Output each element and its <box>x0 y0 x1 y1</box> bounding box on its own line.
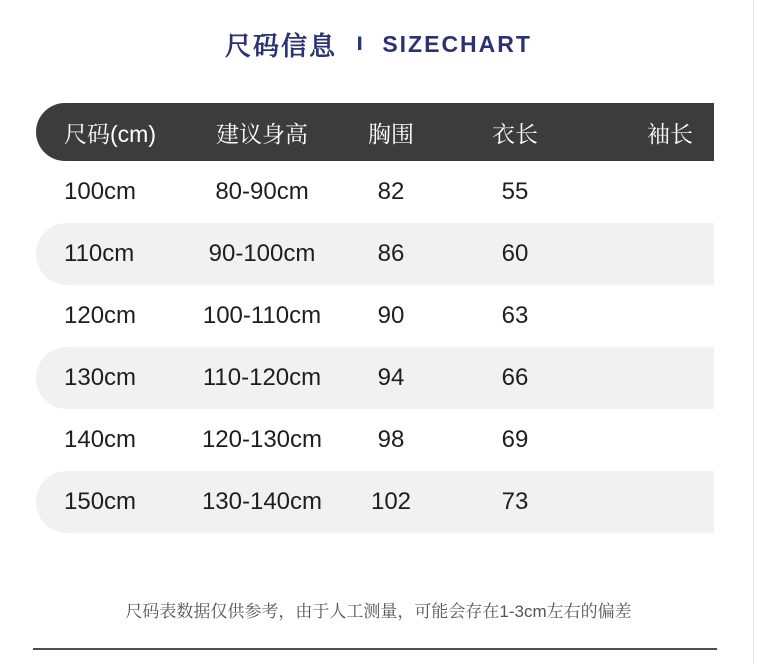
disclaimer-note: 尺码表数据仅供参考，由于人工测量，可能会存在1-3cm左右的偏差 <box>125 602 632 621</box>
table-row <box>36 471 714 533</box>
table-row <box>36 409 714 471</box>
cell-length: 60 <box>501 240 529 267</box>
cell-chest: 102 <box>370 488 412 515</box>
title-chinese: 尺码信息 <box>225 31 338 61</box>
cell-length: 69 <box>501 426 529 453</box>
cell-height: 130-140cm <box>201 488 323 515</box>
cell-size: 120cm <box>64 302 137 329</box>
cell-height: 90-100cm <box>208 240 316 267</box>
cell-size: 150cm <box>64 488 137 515</box>
table-row <box>36 347 714 409</box>
cell-length: 73 <box>501 488 529 515</box>
bottom-divider <box>33 648 717 650</box>
table-row <box>36 161 714 223</box>
cell-length: 63 <box>501 302 529 329</box>
cell-size: 130cm <box>64 364 137 391</box>
table-header-row <box>36 103 714 161</box>
cell-height: 120-130cm <box>201 426 323 453</box>
header-size: 尺码(cm) <box>64 120 156 147</box>
size-table <box>36 103 714 533</box>
title-separator: I <box>356 33 363 55</box>
cell-height: 110-120cm <box>202 364 322 391</box>
title-english: SIZECHART <box>382 31 532 57</box>
cell-chest: 94 <box>377 364 405 391</box>
header-recommended-height: 建议身高 <box>216 120 308 147</box>
table-row <box>36 285 714 347</box>
cell-chest: 86 <box>377 240 405 267</box>
cell-chest: 98 <box>377 426 405 453</box>
image-right-edge <box>753 0 754 664</box>
cell-height: 100-110cm <box>202 302 322 329</box>
cell-size: 140cm <box>64 426 137 453</box>
cell-size: 110cm <box>64 240 135 267</box>
cell-size: 100cm <box>64 178 137 205</box>
table-row <box>36 223 714 285</box>
page-title <box>0 26 757 63</box>
header-sleeve-length: 袖长 <box>647 120 693 147</box>
header-chest: 胸围 <box>368 120 414 147</box>
cell-chest: 82 <box>377 178 405 205</box>
cell-chest: 90 <box>377 302 405 329</box>
header-garment-length: 衣长 <box>492 120 538 147</box>
cell-length: 66 <box>501 364 529 391</box>
cell-height: 80-90cm <box>215 178 309 205</box>
cell-length: 55 <box>501 178 529 205</box>
